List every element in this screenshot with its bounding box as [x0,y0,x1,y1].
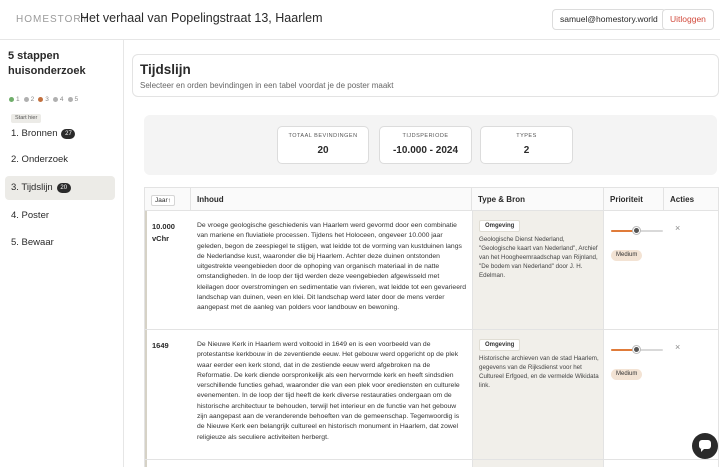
sidebar-item-tijdslijn[interactable] [5,176,115,200]
main-content [124,40,720,467]
stat-value: 20 [317,145,329,156]
priority-badge: Medium [611,369,642,380]
row-source: Historische archieven van de stad Haarlem, gegevens van de Rijksdienst voor het Cultureel Erfgoed, en de vermelde Wikidata link. [479,355,599,389]
user-account-button[interactable]: samuel@homestory.world [552,9,666,30]
sidebar-item-label: 3. Tijdslijn [11,182,53,193]
stat-time-period [379,126,472,164]
step-dot [38,97,43,102]
sidebar-item-onderzoek[interactable] [5,148,115,172]
count-badge: 20 [57,183,71,193]
stat-label: TIJDSPERIODE [402,133,449,139]
step-progress [7,96,78,103]
step-number: 5 [74,96,79,103]
timeline-table [144,187,719,467]
logout-button[interactable]: Uitloggen [662,9,714,30]
priority-slider[interactable] [611,226,663,236]
row-type-source [472,330,604,459]
chat-button[interactable] [692,433,718,459]
row-type-source [472,211,604,329]
sidebar-item-label: 2. Onderzoek [11,154,69,165]
sidebar [0,40,124,467]
stat-total-findings [277,126,369,164]
row-year: 10.000 vChr [152,222,175,243]
sort-year-button[interactable]: Jaar↑ [151,195,175,206]
step-dot [53,97,58,102]
row-content: De Nieuwe Kerk in Haarlem werd voltooid in 1649 en is een voorbeeld van de protestantse kerkbouw in de zeventiende eeuw. Het gebouw werd opgericht op de plek waar eerder een kerk stond, dat in de zestiende eeuw werd afgebroken na de Reformatie. De kerk diende oorspronkelijk als een hervormde kerk en heeft sindsdien verschillende functies gehad, waaronder die van een plek voor erediensten en culturele evenementen. In de loop der tijd heeft de kerk diverse restauraties ondergaan om de historische architectuur te behouden, terwijl het interieur en de functie van het gebouw zijn aangepast aan de veranderende behoeften van de gemeenschap. Tegenwoordig is de Nieuwe Kerk een belangrijk cultureel en historisch monument in Haarlem, dat zowel religieuze als seculiere activiteiten herbergt. [197,341,460,441]
row-accent [145,211,147,329]
column-header-priority: Prioriteit [604,188,664,211]
stat-label: TYPES [516,133,537,139]
priority-badge: Medium [611,250,642,261]
sidebar-item-poster[interactable] [5,204,115,228]
slider-handle[interactable] [633,227,640,234]
priority-slider[interactable] [611,345,663,355]
close-icon[interactable]: × [675,342,681,352]
step-dot [68,97,73,102]
step-number: 4 [59,96,64,103]
column-header-year[interactable] [145,188,191,211]
step-number: 2 [30,96,35,103]
table-row [145,211,718,330]
column-header-type: Type & Bron [472,188,604,211]
slider-handle[interactable] [633,346,640,353]
sidebar-item-label: 1. Bronnen [11,128,58,139]
page-title: Tijdslijn [140,62,191,77]
row-accent [145,330,147,459]
row-type-source [472,460,604,467]
sidebar-item-label: 4. Poster [11,210,50,221]
sidebar-item-bronnen[interactable] [5,122,115,146]
stat-value: -10.000 - 2024 [392,145,459,156]
count-badge: 27 [61,129,75,139]
project-title: Het verhaal van Popelingstraat 13, Haarlem [80,11,323,25]
step-dot [9,97,14,102]
stats-panel [144,115,717,175]
row-content: De vroege geologische geschiedenis van Haarlem werd gevormd door een combinatie van mariene en fluviatiele processen. Tijdens het Holoceen, ongeveer 10.000 jaar geleden, begon de zeespiegel te stijgen, wat leidde tot de vorming van kustduinen langs de Nederlandse kust, waaronder die bij Haarlem. Achter deze duinen ontstonden uitgestrekte veengebieden door de ophoping van organisch materiaal in de natte omstandigheden. In de loop der tijd werden deze veengebieden afgewisseld met kleilagen door overstromingen en sedimentatie van rivieren, wat leidde tot een gevarieerd landschap van duinen, veen en klei. Dit landschap werd later door de mens verder aangepast met de aanleg van polders voor landbouw en bewoning. [197,222,467,312]
step-number: 1 [16,96,20,103]
top-header [0,0,720,40]
step-number: 3 [45,96,49,103]
type-tag: Omgeving [479,339,520,351]
start-here-tag: Start hier [11,114,41,123]
stat-value: 2 [523,145,530,156]
row-source: Geologische Dienst Nederland, "Geologische kaart van Nederland", Archief van het Hoogheemraadschap van Rijnland, "De bodem van Nederland" door J. H. Edelman. [479,236,598,279]
step-dot [24,97,29,102]
close-icon[interactable]: × [675,223,681,233]
page-subtitle: Selecteer en orden bevindingen in een tabel voordat je de poster maakt [140,81,394,90]
sidebar-item-bewaar[interactable] [5,231,115,255]
stat-label: TOTAAL BEVINDINGEN [288,133,358,139]
page-title-card [132,54,719,97]
column-header-actions: Acties [664,188,718,211]
sidebar-item-label: 5. Bewaar [11,237,54,248]
brand-logo[interactable]: HOMESTORY [16,14,90,25]
column-header-content: Inhoud [191,188,472,211]
sidebar-title: 5 stappen huisonderzoek [8,50,86,77]
chat-bubble-icon [699,440,711,449]
row-accent [145,460,147,467]
table-row [145,330,718,460]
stat-types [480,126,573,164]
type-tag: Omgeving [479,220,520,232]
table-row [145,460,718,467]
row-year: 1649 [152,341,169,350]
